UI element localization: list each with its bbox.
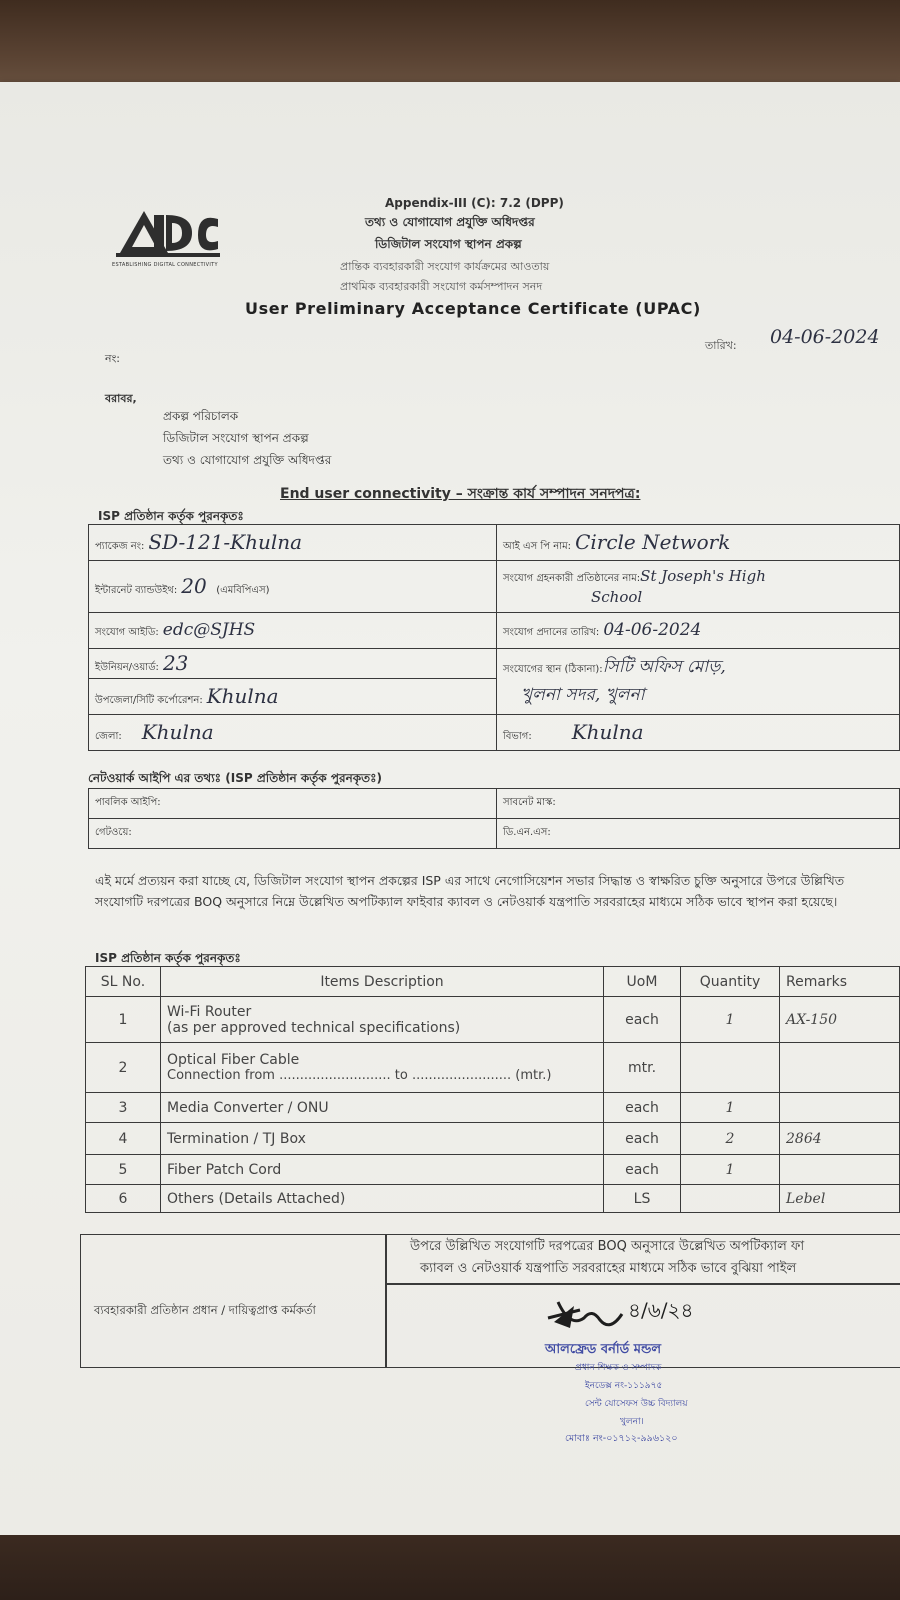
certification-paragraph: এই মর্মে প্রত্যয়ন করা যাচ্ছে যে, ডিজিটাল সংযোগ স্থাপন প্রকল্পের ISP এর সাথে নেগোসিয়েশন সভার সিদ্ধান্ত ও স্বাক্ষরিত চুক্তি অনুসারে উপরে উল্লিখিত সংযোগটি দরপত্রের BOQ অনুসারে নিম্নে উল্লেখিত অপটিক্যাল ফাইবার ক্যাবল ও নেটওয়ার্ক যন্ত্রপাতি সরবরাহের মাধ্যমে সঠিক ভাবে স্থাপন করা হয়েছে। — [95, 873, 845, 909]
desk-surface-top — [0, 0, 900, 95]
desk-surface-bottom — [0, 1535, 900, 1600]
to-label: বরাবর, — [105, 392, 137, 405]
items-header-row — [86, 967, 900, 997]
row-description-line-2: Connection from ........................... to ........................ (mtr.) — [167, 1068, 552, 1083]
reference-number-label: নং: — [105, 352, 121, 365]
items-fill-label: ISP প্রতিষ্ঠান কর্তৃক পুরনকৃতঃ — [95, 951, 241, 965]
gateway-cell — [89, 819, 497, 849]
row-description-line-1: Optical Fiber Cable — [167, 1052, 300, 1068]
recipient-label: সংযোগ গ্রহনকারী প্রতিষ্ঠানের নাম: — [503, 573, 641, 584]
row-sl: 1 — [86, 997, 161, 1043]
row-remarks: AX-150 — [780, 997, 900, 1043]
subtitle-line-2: প্রাথমিক ব্যবহারকারী সংযোগ কর্মসম্পাদন সনদ — [340, 280, 543, 293]
date-value: 04-06-2024 — [770, 326, 880, 348]
subnet-cell — [497, 789, 900, 819]
acceptance-box-divider — [385, 1234, 387, 1368]
col-header-uom: UoM — [604, 967, 681, 997]
stamp-school-name: সেন্ট যোসেফস উচ্চ বিদ্যালয় — [585, 1399, 688, 1409]
row-quantity: 1 — [681, 997, 780, 1043]
isp-name-value: Circle Network — [575, 529, 731, 554]
isp-fill-label: ISP প্রতিষ্ঠান কর্তৃক পুরনকৃতঃ — [98, 509, 244, 523]
user-official-label: ব্যবহারকারী প্রতিষ্ঠান প্রধান / দায়িত্বপ্রাপ্ত কর্মকর্তা — [94, 1303, 316, 1317]
connection-id-label: সংযোগ আইডি: — [95, 626, 159, 638]
row-quantity: 2 — [681, 1123, 780, 1155]
location-value-line-1: সিটি অফিস মোড়, — [602, 656, 726, 677]
col-header-sl: SL No. — [86, 967, 161, 997]
row-quantity — [681, 1043, 780, 1093]
subtitle-line-1: প্রান্তিক ব্যবহারকারী সংযোগ কার্যক্রমের আওতায় — [340, 260, 550, 273]
stamp-index-number: ইনডেক্স নং-১১১৯৭৫ — [585, 1381, 663, 1391]
upazila-cell — [89, 679, 497, 715]
stamp-name: আলফ্রেড বর্নার্ড মন্ডল — [545, 1342, 662, 1357]
connection-date-label: সংযোগ প্রদানের তারিখ: — [503, 626, 600, 638]
signature-date: ৪/৬/২৪ — [628, 1298, 694, 1322]
upazila-value: Khulna — [206, 683, 279, 708]
row-quantity: 1 — [681, 1093, 780, 1123]
row-remarks: 2864 — [780, 1123, 900, 1155]
row-remarks — [780, 1043, 900, 1093]
col-header-quantity: Quantity — [681, 967, 780, 997]
division-cell — [497, 715, 900, 751]
stamp-city: খুলনা। — [620, 1417, 644, 1427]
recipient-value-line-2: School — [591, 588, 643, 606]
recipient-department: তথ্য ও যোগাযোগ প্রযুক্তি অধিদপ্তর — [163, 453, 332, 467]
acceptance-box-row-line — [385, 1283, 900, 1285]
recipient-project: ডিজিটাল সংযোগ স্থাপন প্রকল্প — [163, 431, 309, 445]
row-uom: each — [604, 1123, 681, 1155]
location-label: সংযোগের স্থান (ঠিকানা): — [503, 663, 603, 675]
public-ip-cell — [89, 789, 497, 819]
date-label: তারিখ: — [705, 339, 737, 352]
row-uom: each — [604, 997, 681, 1043]
district-cell — [89, 715, 497, 751]
division-label: বিভাগ: — [503, 730, 532, 742]
union-label: ইউনিয়ন/ওয়ার্ড: — [95, 661, 159, 673]
connection-info-table — [88, 524, 900, 751]
package-cell — [89, 525, 497, 561]
stamp-phone: মোবাঃ নং-০১৭১২-৯৯৬১২০ — [565, 1433, 678, 1444]
division-value: Khulna — [571, 719, 644, 744]
row-sl: 2 — [86, 1043, 161, 1093]
bandwidth-cell — [89, 561, 497, 613]
recipient-cell — [497, 561, 900, 613]
dns-label: ডি.এন.এস: — [503, 827, 551, 838]
row-description — [161, 997, 604, 1043]
public-ip-label: পাবলিক আইপি: — [95, 797, 161, 808]
bandwidth-value: 20 — [181, 573, 207, 598]
acceptance-text-line-2: ক্যাবল ও নেটওয়ার্ক যন্ত্রপাতি সরবরাহের মাধ্যমে সঠিক ভাবে বুঝিয়া পাইল — [420, 1261, 797, 1276]
row-uom: LS — [604, 1185, 681, 1213]
row-description: Media Converter / ONU — [161, 1093, 604, 1123]
row-remarks: Lebel — [780, 1185, 900, 1213]
table-row — [86, 1123, 900, 1155]
package-value: SD-121-Khulna — [148, 529, 303, 554]
dns-cell — [497, 819, 900, 849]
row-sl: 6 — [86, 1185, 161, 1213]
row-description-line-1: Wi-Fi Router — [167, 1003, 252, 1020]
table-row — [86, 1155, 900, 1185]
row-uom: each — [604, 1155, 681, 1185]
row-description: Fiber Patch Cord — [161, 1155, 604, 1185]
row-description — [161, 1043, 604, 1093]
subnet-label: সাবনেট মাস্ক: — [503, 797, 556, 808]
row-remarks — [780, 1093, 900, 1123]
table-row — [86, 997, 900, 1043]
row-quantity: 1 — [681, 1155, 780, 1185]
connection-id-cell — [89, 613, 497, 649]
package-label: প্যাকেজ নং: — [95, 540, 145, 552]
stamp-designation: প্রধান শিক্ষক ও সম্পাদক — [575, 1363, 662, 1373]
isp-name-label: আই এস পি নাম: — [503, 540, 572, 552]
row-uom: mtr. — [604, 1043, 681, 1093]
gateway-label: গেটওয়ে: — [95, 827, 132, 838]
row-description: Termination / TJ Box — [161, 1123, 604, 1155]
items-table — [85, 966, 900, 1213]
table-row — [86, 1185, 900, 1213]
table-row — [86, 1043, 900, 1093]
row-sl: 3 — [86, 1093, 161, 1123]
row-remarks — [780, 1155, 900, 1185]
network-info-title: নেটওয়ার্ক আইপি এর তথ্যঃ (ISP প্রতিষ্ঠান কর্তৃক পুরনকৃতঃ) — [88, 771, 383, 785]
col-header-remarks: Remarks — [780, 967, 900, 997]
ministry-name: তথ্য ও যোগাযোগ প্রযুক্তি অধিদপ্তর — [365, 215, 535, 229]
row-sl: 4 — [86, 1123, 161, 1155]
location-cell — [497, 649, 900, 715]
acceptance-text-line-1: উপরে উল্লিখিত সংযোগটি দরপত্রের BOQ অনুসারে উল্লেখিত অপটিক্যাল ফা — [410, 1239, 805, 1254]
section-title: End user connectivity – সংক্রান্ত কার্য সম্পাদন সনদপত্র: — [280, 486, 641, 502]
row-quantity — [681, 1185, 780, 1213]
recipient-designation: প্রকল্প পরিচালক — [163, 409, 239, 423]
bandwidth-unit: (এমবিপিএস) — [216, 584, 270, 596]
table-row — [86, 1093, 900, 1123]
district-value: Khulna — [141, 719, 214, 744]
isp-name-cell — [497, 525, 900, 561]
location-value-line-2: খুলনা সদর, খুলনা — [521, 684, 645, 705]
row-description: Others (Details Attached) — [161, 1185, 604, 1213]
recipient-value-line-1: St Joseph's High — [640, 567, 766, 585]
network-info-table — [88, 788, 900, 849]
edc-logo — [114, 205, 224, 267]
bandwidth-label: ইন্টারনেট ব্যান্ডউইথ: — [95, 584, 178, 596]
row-uom: each — [604, 1093, 681, 1123]
certificate-title: User Preliminary Acceptance Certificate (UPAC) — [245, 299, 701, 318]
connection-date-value: 04-06-2024 — [603, 619, 702, 640]
district-label: জেলা: — [95, 730, 122, 742]
row-description-line-2: (as per approved technical specifications) — [167, 1019, 461, 1036]
union-cell — [89, 649, 497, 679]
col-header-description: Items Description — [161, 967, 604, 997]
row-sl: 5 — [86, 1155, 161, 1185]
project-name: ডিজিটাল সংযোগ স্থাপন প্রকল্প — [375, 237, 522, 251]
appendix-reference: Appendix-III (C): 7.2 (DPP) — [385, 196, 564, 210]
connection-id-value: edc@SJHS — [162, 619, 256, 640]
union-value: 23 — [162, 650, 189, 675]
upazila-label: উপজেলা/সিটি কর্পোরেশন: — [95, 694, 203, 706]
connection-date-cell — [497, 613, 900, 649]
logo-caption: ESTABLISHING DIGITAL CONNECTIVITY — [112, 262, 218, 268]
